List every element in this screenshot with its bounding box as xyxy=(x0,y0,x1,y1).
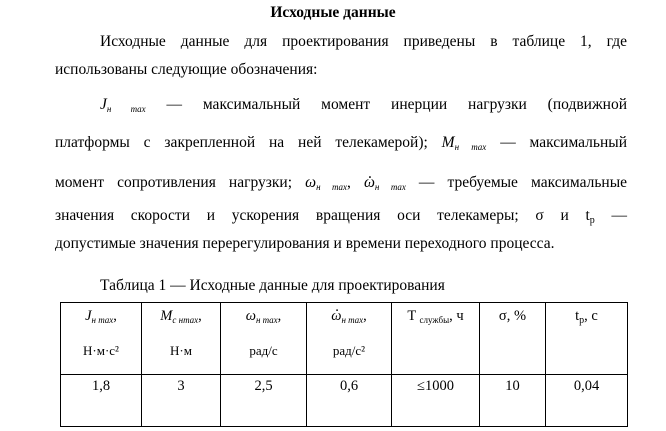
header-j-symbol: J xyxy=(85,308,92,324)
header-omega-unit: рад/с xyxy=(249,343,278,358)
header-m-subscript: с нmax xyxy=(172,315,199,325)
paragraph2-line4-text: значения скорости и ускорения вращения оси телекамеры; σ и t xyxy=(55,207,590,224)
omega-dot-symbol: . ω xyxy=(364,174,375,192)
omega-subscript: н max xyxy=(316,182,347,192)
value-cell-tp: 0,04 xyxy=(546,375,628,427)
paragraph2-line3-text: момент сопротивления нагрузки; xyxy=(55,174,293,191)
header-cell-omega-dot xyxy=(307,303,392,375)
source-data-table xyxy=(60,302,628,427)
paragraph2-line4-rest: — xyxy=(611,207,627,224)
j-subscript: н max xyxy=(106,104,146,114)
header-cell-tp xyxy=(546,303,628,375)
value-cell-sigma: 10 xyxy=(480,375,546,427)
header-tp-unit: , с xyxy=(584,308,598,324)
paragraph1-line2: использованы следующие обозначения: xyxy=(55,61,318,78)
paragraph2-line2-text: платформы с закрепленной на ней телекамерой); xyxy=(55,134,428,151)
header-omega-dot-subscript: н max xyxy=(341,315,364,325)
omega-symbol: ω xyxy=(305,174,317,191)
header-service-unit: , ч xyxy=(449,308,464,324)
paragraph1-line1: Исходные данные для проектирования приведены в таблице 1, где xyxy=(100,33,627,50)
header-j-unit: Н·м·c² xyxy=(83,343,119,358)
header-tp-subscript: р xyxy=(579,315,585,326)
header-sigma-label: σ, % xyxy=(498,308,527,324)
value-cell-omega: 2,5 xyxy=(221,375,307,427)
paragraph2-line4 xyxy=(55,207,627,230)
header-cell-sigma xyxy=(480,303,546,375)
section-heading: Исходные данные xyxy=(270,4,396,21)
paragraph2-line2 xyxy=(55,134,627,156)
paragraph2-line5: допустимые значения перерегулирования и времени переходного процесса. xyxy=(55,235,555,252)
header-omega-subscript: н max xyxy=(255,315,278,325)
value-cell-service-time: ≤1000 xyxy=(392,375,480,427)
header-omega-dot-unit: рад/с² xyxy=(332,343,366,358)
header-service-label: T xyxy=(407,308,416,324)
header-j-subscript: н max xyxy=(91,315,114,325)
comma-separator: , xyxy=(346,174,351,191)
header-j-comma: , xyxy=(113,308,117,324)
table-header-row xyxy=(61,303,628,375)
paragraph2-line1 xyxy=(100,96,627,118)
omega-dot-subscript: н max xyxy=(374,182,406,192)
table-row xyxy=(61,375,628,427)
header-cell-omega xyxy=(221,303,307,375)
value-cell-j: 1,8 xyxy=(61,375,142,427)
paragraph2-line2-rest: — максимальный xyxy=(500,134,627,151)
header-omega-symbol: ω xyxy=(245,308,256,324)
j-symbol: J xyxy=(100,96,107,113)
header-omega-dot-comma: , xyxy=(363,308,367,324)
header-m-comma: , xyxy=(198,308,202,324)
paragraph2-line1-text: — максимальный момент инерции нагрузки (подвижной xyxy=(166,96,627,113)
header-m-unit: Н·м xyxy=(170,343,192,358)
header-cell-service-time xyxy=(392,303,480,375)
header-cell-j xyxy=(61,303,142,375)
header-service-subscript: службы xyxy=(419,315,450,325)
m-symbol: M xyxy=(441,134,455,151)
tp-subscript: р xyxy=(589,215,595,226)
table-caption: Таблица 1 — Исходные данные для проектирования xyxy=(100,277,445,294)
header-omega-dot-symbol: . ω xyxy=(331,307,341,325)
header-omega-comma: , xyxy=(277,308,282,324)
header-cell-m xyxy=(142,303,221,375)
paragraph2-line3-rest: — требуемые максимальные xyxy=(418,174,628,191)
paragraph2-line3 xyxy=(55,174,627,196)
value-cell-omega-dot: 0,6 xyxy=(307,375,392,427)
m-subscript: н max xyxy=(454,142,487,152)
header-tp-label: t xyxy=(575,308,580,324)
value-cell-m: 3 xyxy=(142,375,221,427)
header-m-symbol: M xyxy=(160,308,173,324)
